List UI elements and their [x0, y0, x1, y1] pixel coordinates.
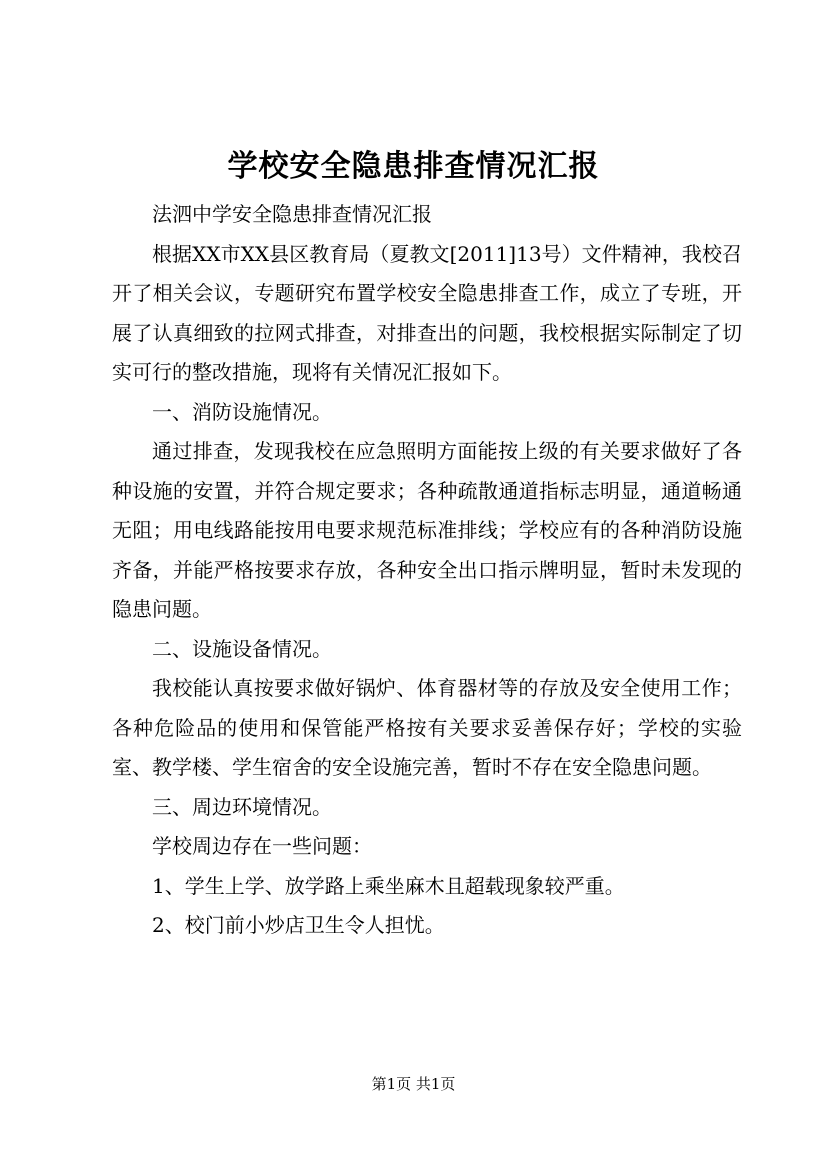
paragraph-environment-intro: 学校周边存在一些问题：	[152, 834, 372, 858]
section-heading-fire: 一、消防设施情况。	[152, 399, 332, 424]
document-body	[112, 195, 742, 946]
document-title: 学校安全隐患排查情况汇报	[227, 149, 600, 184]
paragraph-heading-school: 法泗中学安全隐患排查情况汇报	[152, 202, 432, 226]
list-item-1: 1、学生上学、放学路上乘坐麻木且超载现象较严重。	[152, 873, 625, 898]
paragraph-intro: 根据XX市XX县区教育局（夏教文[2011]13号）文件精神，我校召开了相关会议，专题研究布置学校安全隐患排查工作，成立了专班，开展了认真细致的拉网式排查，对排查出的问题，我校根据实际制定了切实可行的整改措施，现将有关情况汇报如下。	[112, 241, 742, 384]
list-item-2: 2、校门前小炒店卫生令人担忧。	[152, 913, 445, 937]
paragraph-equipment: 我校能认真按要求做好锅炉、体育器材等的存放及安全使用工作；各种危险品的使用和保管能严格按有关要求妥善保存好；学校的实验室、教学楼、学生宿舍的安全设施完善，暂时不存在安全隐患问题。	[112, 676, 742, 779]
page-footer: 第1页 共1页	[371, 1075, 456, 1093]
paragraph-fire: 通过排查，发现我校在应急照明方面能按上级的有关要求做好了各种设施的安置，并符合规定要求；各种疏散通道指标志明显，通道畅通无阻；用电线路能按用电要求规范标准排线；学校应有的各种消防设施齐备，并能严格按要求存放，各种安全出口指示牌明显，暂时未发现的隐患问题。	[112, 439, 742, 621]
section-heading-equipment: 二、设施设备情况。	[152, 636, 332, 661]
section-heading-environment: 三、周边环境情况。	[152, 794, 332, 819]
